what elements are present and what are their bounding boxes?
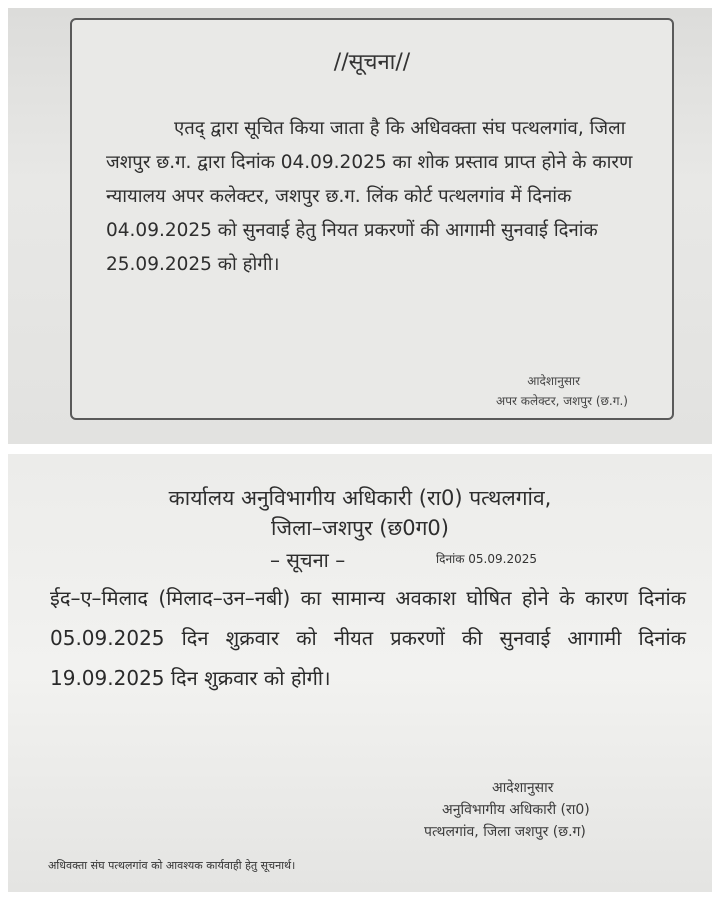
notice-photo-bottom bbox=[8, 454, 712, 892]
office-title-line2: जिला–जशपुर (छ0ग0) bbox=[271, 516, 449, 540]
notice-title: – सूचना – bbox=[270, 548, 346, 572]
signature-order-line: आदेशानुसार bbox=[527, 374, 580, 388]
notice-heading: //सूचना// bbox=[333, 50, 411, 75]
office-title-line1: कार्यालय अनुविभागीय अधिकारी (रा0) पत्थलगांव, bbox=[168, 486, 552, 510]
notice-title-row bbox=[8, 546, 712, 576]
notice-body-text: ईद–ए–मिलाद (मिलाद–उन–नबी) का सामान्य अवकाश घोषित होने के कारण दिनांक 05.09.2025 दिन शुक्रवार को नीयत प्रकरणों की सुनवाई आगामी दिनांक 19.09.2025 दिन शुक्रवार को होगी। bbox=[50, 586, 686, 690]
notice-photo-top bbox=[8, 8, 712, 444]
signature-officer-line: अनुविभागीय अधिकारी (रा0) bbox=[442, 802, 590, 818]
notice-body bbox=[106, 112, 666, 282]
signature-location-line: पत्थलगांव, जिला जशपुर (छ.ग) bbox=[424, 824, 586, 840]
notice-date: दिनांक 05.09.2025 bbox=[436, 552, 537, 566]
notice-frame bbox=[70, 18, 674, 420]
signature-order-line: आदेशानुसार bbox=[492, 780, 554, 796]
footer-note: अधिवक्ता संघ पत्थलगांव को आवश्यक कार्यवाही हेतु सूचनार्थ। bbox=[48, 859, 296, 872]
notice-body-text: एतद् द्वारा सूचित किया जाता है कि अधिवक्ता संघ पत्थलगांव, जिला जशपुर छ.ग. द्वारा दिनांक 04.09.2025 का शोक प्रस्ताव प्राप्त होने के कारण न्यायालय अपर कलेक्टर, जशपुर छ.ग. लिंक कोर्ट पत्थलगांव में दिनांक 04.09.2025 को सुनवाई हेतु नियत प्रकरणों की आगामी सुनवाई दिनांक 25.09.2025 को होगी। bbox=[106, 118, 633, 275]
notice-body bbox=[50, 578, 686, 698]
signature-officer-line: अपर कलेक्टर, जशपुर (छ.ग.) bbox=[496, 394, 628, 408]
